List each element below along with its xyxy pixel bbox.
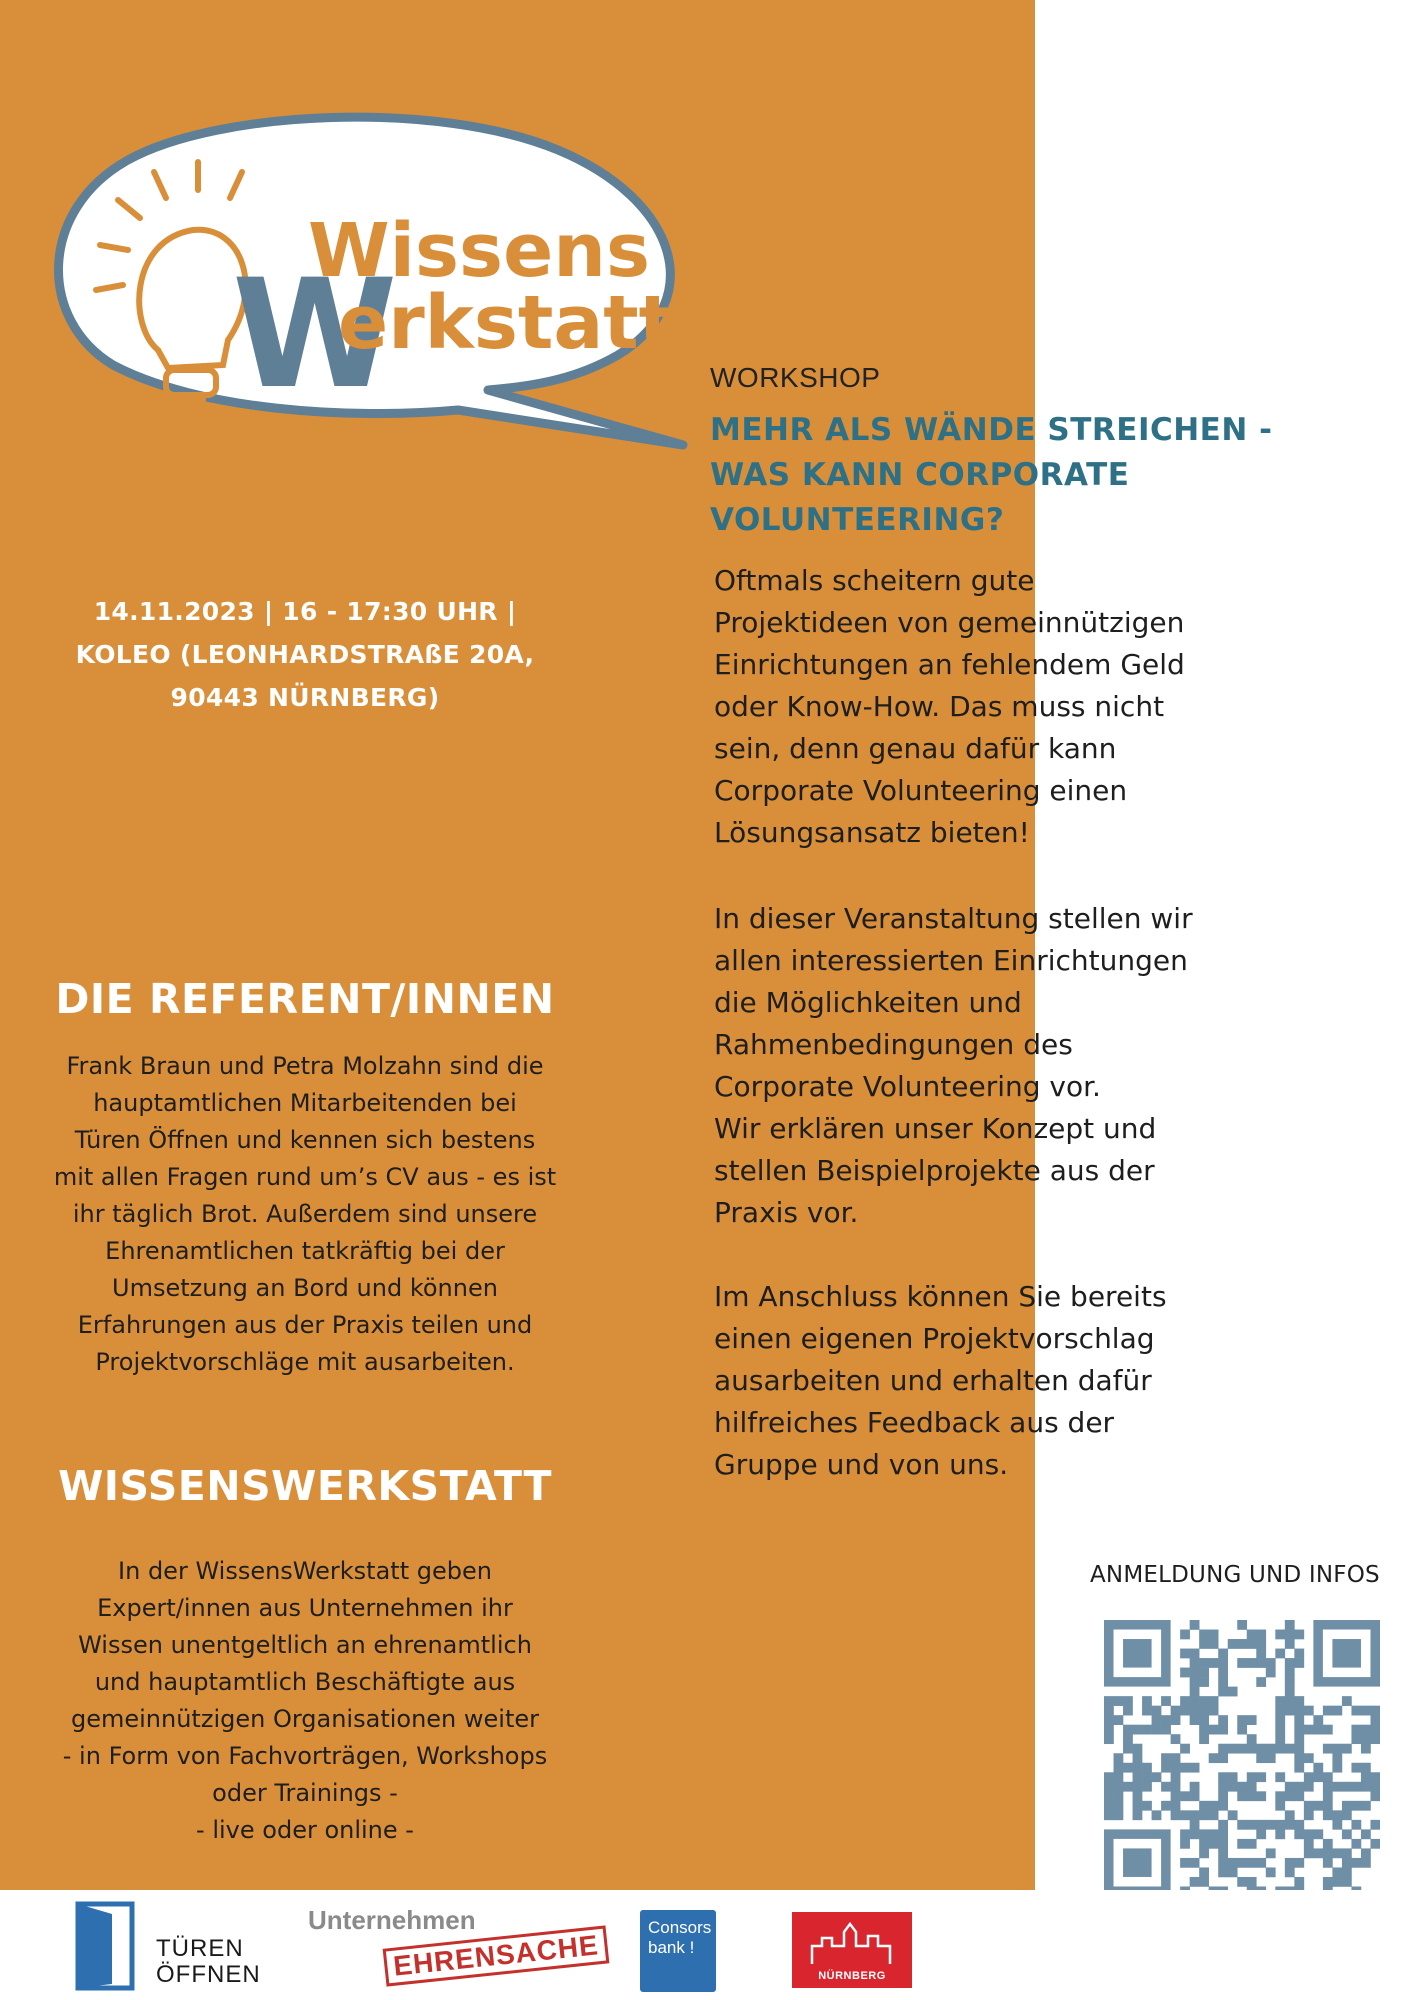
workshop-label: WORKSHOP bbox=[710, 362, 881, 393]
wissenswerkstatt-heading: WISSENSWERKSTATT bbox=[58, 1462, 552, 1510]
referenten-heading: DIE REFERENT/INNEN bbox=[55, 975, 555, 1023]
qr-code-graphic bbox=[1104, 1620, 1380, 1896]
registration-label: ANMELDUNG UND INFOS bbox=[1090, 1562, 1380, 1588]
wissenswerkstatt-logo bbox=[18, 100, 718, 460]
event-date-location: 14.11.2023 | 16 - 17:30 UHR | KOLEO (LEONHARDSTRAßE 20A, 90443 NÜRNBERG) bbox=[75, 597, 535, 712]
consorsbank-logo: Consors bank ! bbox=[640, 1910, 716, 1992]
unternehmen-ehrensache-logo bbox=[306, 1905, 601, 1985]
logo-text-wissens: Wissens bbox=[308, 208, 650, 294]
logo-text-werkstatt: erkstatt bbox=[338, 280, 674, 366]
tueren-oeffnen-logo bbox=[72, 1896, 262, 1992]
nuernberg-logo bbox=[792, 1912, 912, 1988]
referenten-text: Frank Braun und Petra Molzahn sind die hauptamtlichen Mitarbeitenden bei Türen Öffnen und kennen sich bestens mit allen Fragen rund um’s CV aus - es ist ihr täglich Brot. Außerdem sind unsere Ehrenamtlichen tatkräftig bei der Umsetzung an Bord und können Erfahrungen aus der Praxis teilen und Projektvorschläge mit ausarbeiten. bbox=[53, 1052, 557, 1376]
description-paragraph-2: In dieser Veranstaltung stellen wir allen interessierten Einrichtungen die Möglichkeiten und Rahmenbedingungen des Corporate Volunteering vor. Wir erklären unser Konzept und stellen Beispielprojekte aus der Praxis vor. bbox=[714, 902, 1193, 1229]
wissenswerkstatt-text: In der WissensWerkstatt geben Expert/innen aus Unternehmen ihr Wissen unentgeltlich an ehrenamtlich und hauptamtlich Beschäftigte aus gemeinnützigen Organisationen weiter - in Form von Fachvorträgen, Workshops oder Trainings - - live oder online - bbox=[62, 1557, 548, 1844]
description-paragraph-1: Oftmals scheitern gute Projektideen von gemeinnützigen Einrichtungen an fehlendem Geld oder Know-How. Das muss nicht sein, denn genau dafür kann Corporate Volunteering einen Lösungsansatz bieten! bbox=[714, 564, 1185, 849]
logo-letter-w: W bbox=[232, 248, 398, 422]
workshop-title: MEHR ALS WÄNDE STREICHEN - WAS KANN CORPORATE VOLUNTEERING? bbox=[710, 412, 1273, 538]
speech-bubble-logo-graphic bbox=[18, 100, 718, 460]
description-paragraph-3: Im Anschluss können Sie bereits einen eigenen Projektvorschlag ausarbeiten und erhalten dafür hilfreiches Feedback aus der Gruppe und von uns. bbox=[714, 1280, 1167, 1481]
door-icon bbox=[72, 1896, 152, 1992]
castle-icon bbox=[792, 1912, 912, 1972]
tueren-oeffnen-text: TÜREN ÖFFNEN bbox=[156, 1935, 261, 1988]
unternehmen-text: Unternehmen bbox=[308, 1905, 476, 1935]
nuernberg-text: NÜRNBERG bbox=[818, 1970, 886, 1982]
qr-code[interactable] bbox=[1104, 1620, 1380, 1896]
ehrensache-stamp: EHRENSACHE bbox=[383, 1925, 610, 1986]
